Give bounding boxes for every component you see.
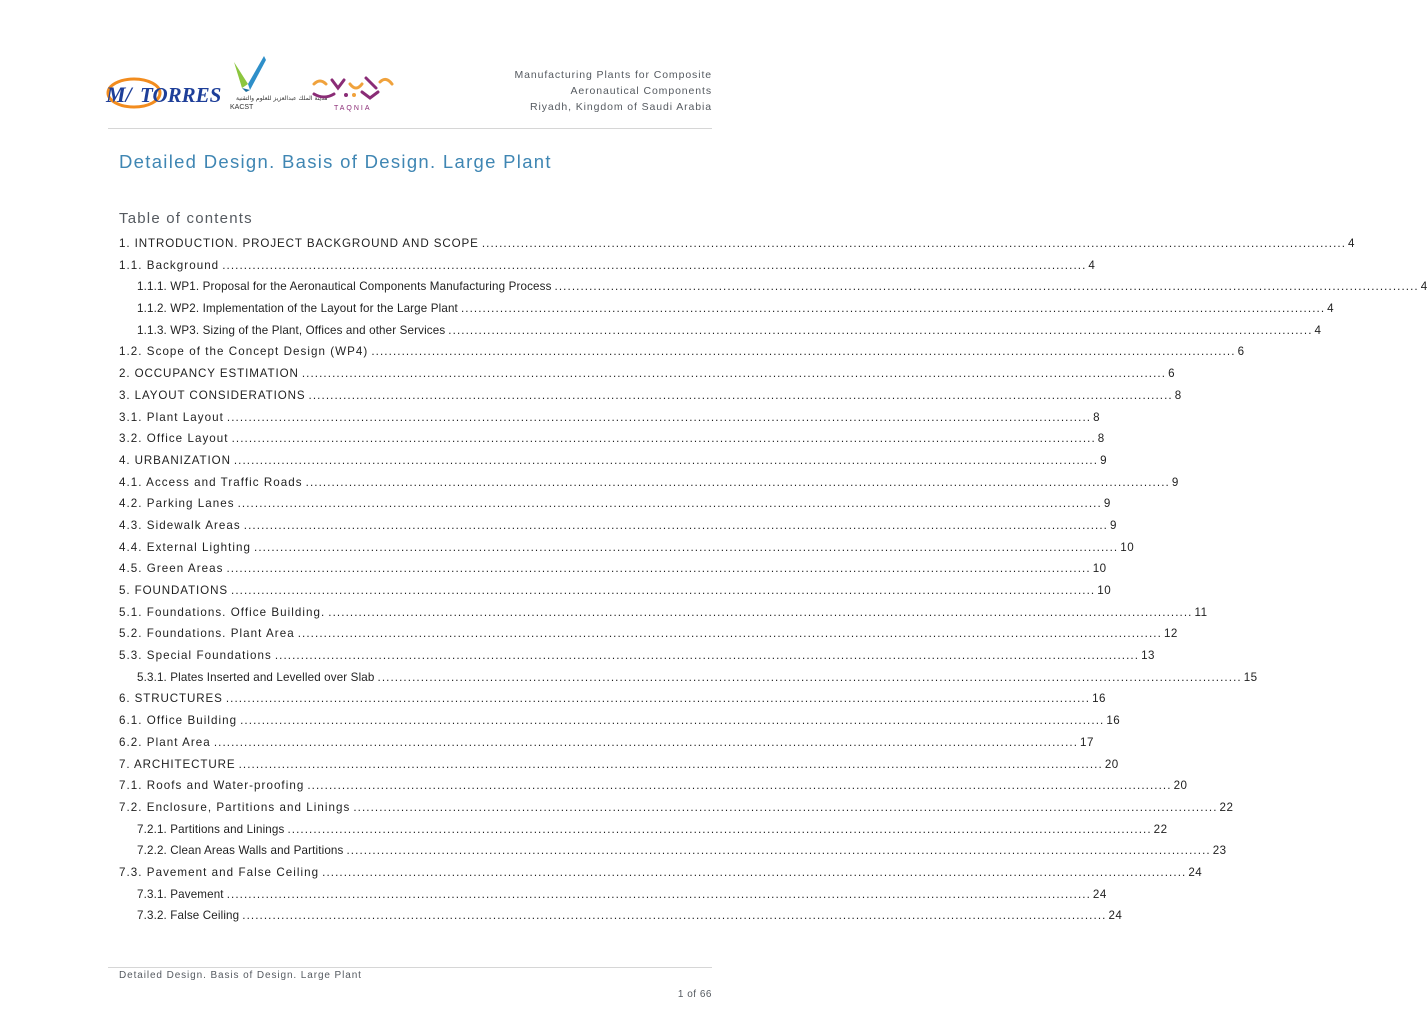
taqnia-logo-text: TAQNIA — [334, 105, 372, 112]
toc-entry-label[interactable]: 5.3.1. Plates Inserted and Levelled over Slab — [137, 670, 375, 684]
toc-leader-dots — [214, 732, 1078, 754]
toc-entry-page[interactable]: 9 — [1100, 453, 1108, 467]
toc-entry-page[interactable]: 24 — [1108, 909, 1123, 923]
svg-text:M/: M/ — [106, 82, 132, 107]
toc-entry-label[interactable]: 1.1. Background — [119, 258, 220, 272]
toc-leader-dots — [298, 623, 1162, 645]
toc-leader-dots — [302, 363, 1166, 385]
toc-leader-dots — [287, 819, 1151, 841]
toc-entry-label[interactable]: 7.3.2. False Ceiling — [137, 909, 240, 923]
toc-entry-label[interactable]: 4.5. Green Areas — [119, 562, 224, 576]
toc-entry[interactable] — [119, 320, 1322, 342]
toc-leader-dots — [226, 558, 1090, 580]
mtorres-logo — [104, 72, 228, 114]
toc-entry[interactable] — [119, 450, 1108, 472]
toc-entry-label[interactable]: 3.1. Plant Layout — [119, 410, 224, 424]
toc-leader-dots — [275, 645, 1139, 667]
toc-leader-dots — [353, 797, 1217, 819]
toc-entry[interactable] — [119, 819, 1168, 841]
toc-entry[interactable] — [119, 840, 1227, 862]
toc-leader-dots — [238, 493, 1102, 515]
toc-entry-page[interactable]: 9 — [1110, 518, 1117, 532]
table-of-contents — [119, 233, 1428, 927]
toc-entry-label[interactable]: 7.2.2. Clean Areas Walls and Partitions — [137, 844, 344, 858]
toc-heading: Table of contents — [119, 210, 253, 227]
toc-entry[interactable] — [119, 905, 1123, 927]
toc-entry-label[interactable]: 5.3. Special Foundations — [119, 649, 272, 663]
kacst-logo — [228, 54, 328, 112]
toc-entry-page[interactable]: 22 — [1153, 822, 1168, 836]
toc-entry[interactable] — [119, 754, 1119, 776]
project-line-2: Aeronautical Components — [570, 85, 712, 97]
toc-entry-page[interactable]: 17 — [1080, 735, 1094, 749]
toc-entry[interactable] — [119, 233, 1355, 255]
toc-entry-page[interactable]: 8 — [1093, 410, 1101, 424]
toc-leader-dots — [378, 667, 1242, 689]
toc-entry-label[interactable]: 1.2. Scope of the Concept Design (WP4) — [119, 345, 369, 359]
toc-entry-page[interactable]: 10 — [1092, 562, 1107, 576]
logos-group — [100, 50, 420, 120]
toc-entry-label[interactable]: 2. OCCUPANCY ESTIMATION — [119, 367, 299, 381]
toc-leader-dots — [346, 840, 1210, 862]
toc-leader-dots — [240, 710, 1104, 732]
document-title: Detailed Design. Basis of Design. Large Plant — [119, 151, 552, 172]
toc-entry-page[interactable]: 8 — [1174, 388, 1182, 402]
toc-entry-label[interactable]: 7.3. Pavement and False Ceiling — [119, 865, 320, 879]
toc-leader-dots — [322, 862, 1186, 884]
toc-entry-label[interactable]: 7.3.1. Pavement — [137, 887, 224, 901]
toc-entry-page[interactable]: 4 — [1420, 280, 1428, 294]
toc-entry-label[interactable]: 6.1. Office Building — [119, 714, 238, 728]
toc-entry[interactable] — [119, 797, 1234, 819]
header-divider — [108, 128, 712, 129]
toc-entry-label[interactable]: 5.2. Foundations. Plant Area — [119, 627, 295, 641]
toc-entry-label[interactable]: 7.2. Enclosure, Partitions and Linings — [119, 800, 351, 814]
toc-entry-page[interactable]: 6 — [1237, 345, 1245, 359]
page-indicator: 1 of 66 — [677, 989, 712, 1000]
header-project-info — [514, 67, 712, 115]
toc-entry-page[interactable]: 10 — [1120, 540, 1135, 554]
toc-entry[interactable] — [119, 363, 1176, 385]
toc-entry-page[interactable]: 4 — [1348, 237, 1355, 250]
toc-entry-page[interactable]: 6 — [1168, 367, 1176, 381]
toc-entry-page[interactable]: 4 — [1088, 258, 1096, 272]
toc-entry-page[interactable]: 12 — [1163, 627, 1178, 641]
toc-leader-dots — [222, 255, 1086, 277]
toc-entry[interactable] — [119, 515, 1117, 537]
toc-entry[interactable] — [119, 407, 1101, 429]
toc-leader-dots — [309, 385, 1173, 407]
toc-entry-page[interactable]: 20 — [1173, 779, 1188, 793]
toc-entry-label[interactable]: 4.4. External Lighting — [119, 540, 252, 554]
toc-entry[interactable] — [119, 602, 1208, 624]
torres-logo-text: TORRES — [140, 83, 222, 107]
toc-entry-page[interactable]: 23 — [1212, 844, 1227, 858]
toc-entry-label[interactable]: 6.2. Plant Area — [119, 735, 211, 749]
toc-entry-label[interactable]: 5.1. Foundations. Office Building. — [119, 605, 326, 619]
footer-divider — [108, 967, 712, 968]
toc-entry-label[interactable]: 4.2. Parking Lanes — [119, 497, 235, 511]
toc-leader-dots — [242, 905, 1106, 927]
toc-entry-label[interactable]: 7. ARCHITECTURE — [119, 757, 236, 771]
toc-leader-dots — [482, 233, 1346, 255]
toc-entry-page[interactable]: 15 — [1243, 670, 1258, 684]
toc-leader-dots — [227, 884, 1091, 906]
toc-leader-dots — [227, 407, 1091, 429]
toc-entry[interactable] — [119, 428, 1105, 450]
toc-entry-page[interactable]: 24 — [1188, 865, 1203, 879]
toc-leader-dots — [461, 298, 1325, 320]
toc-entry[interactable] — [119, 341, 1245, 363]
toc-leader-dots — [307, 775, 1171, 797]
toc-entry-label[interactable]: 7.1. Roofs and Water-proofing — [119, 779, 305, 793]
toc-entry-page[interactable]: 10 — [1097, 584, 1112, 597]
toc-entry[interactable] — [119, 472, 1179, 494]
kacst-logo-text: KACST — [230, 104, 254, 111]
toc-entry-label[interactable]: 6. STRUCTURES — [119, 692, 223, 706]
toc-entry-label[interactable]: 4. URBANIZATION — [119, 453, 231, 467]
toc-leader-dots — [244, 515, 1108, 537]
toc-entry-page[interactable]: 9 — [1171, 475, 1179, 489]
toc-leader-dots — [232, 428, 1096, 450]
toc-leader-dots — [306, 472, 1170, 494]
toc-entry-page[interactable]: 16 — [1092, 692, 1106, 706]
toc-leader-dots — [448, 320, 1312, 342]
toc-entry[interactable] — [119, 255, 1096, 277]
toc-entry-label[interactable]: 7.2.1. Partitions and Linings — [137, 822, 285, 836]
toc-entry-page[interactable]: 20 — [1104, 757, 1119, 771]
toc-entry[interactable] — [119, 645, 1155, 667]
toc-entry[interactable] — [119, 276, 1428, 298]
project-location: Riyadh, Kingdom of Saudi Arabia — [530, 101, 712, 113]
toc-entry-page[interactable]: 22 — [1219, 800, 1234, 814]
toc-entry-label[interactable]: 1.1.2. WP2. Implementation of the Layout for the Large Plant — [137, 302, 458, 316]
toc-entry-label[interactable]: 1.1.1. WP1. Proposal for the Aeronautical Components Manufacturing Process — [137, 280, 552, 294]
toc-entry[interactable] — [119, 884, 1107, 906]
toc-leader-dots — [328, 602, 1192, 624]
toc-leader-dots — [231, 580, 1095, 602]
toc-leader-dots — [239, 754, 1103, 776]
toc-entry-page[interactable]: 4 — [1327, 302, 1335, 316]
toc-entry[interactable] — [119, 623, 1178, 645]
toc-entry-label[interactable]: 3.2. Office Layout — [119, 432, 229, 446]
toc-leader-dots — [555, 276, 1419, 298]
toc-entry[interactable] — [119, 775, 1188, 797]
toc-entry-label[interactable]: 1. INTRODUCTION. PROJECT BACKGROUND AND SCOPE — [119, 237, 479, 250]
toc-entry-page[interactable]: 11 — [1194, 605, 1208, 619]
kacst-arabic-text: مدينة الملك عبدالعزيز للعلوم والتقنية — [236, 95, 328, 102]
toc-entry-label[interactable]: 4.3. Sidewalk Areas — [119, 518, 241, 532]
toc-entry[interactable] — [119, 710, 1121, 732]
toc-leader-dots — [254, 537, 1118, 559]
toc-entry[interactable] — [119, 667, 1258, 689]
toc-entry[interactable] — [119, 688, 1106, 710]
project-line-1: Manufacturing Plants for Composite — [514, 69, 712, 81]
toc-leader-dots — [371, 341, 1235, 363]
toc-entry[interactable] — [119, 493, 1111, 515]
toc-entry[interactable] — [119, 732, 1094, 754]
toc-entry[interactable] — [119, 385, 1182, 407]
toc-entry[interactable] — [119, 537, 1135, 559]
toc-entry-page[interactable]: 13 — [1141, 649, 1155, 663]
toc-entry[interactable] — [119, 862, 1203, 884]
toc-entry-label[interactable]: 4.1. Access and Traffic Roads — [119, 475, 303, 489]
taqnia-logo — [306, 70, 406, 114]
toc-entry[interactable] — [119, 558, 1107, 580]
toc-entry-page[interactable]: 8 — [1097, 432, 1105, 446]
toc-entry-page[interactable]: 9 — [1103, 497, 1111, 511]
toc-entry-label[interactable]: 3. LAYOUT CONSIDERATIONS — [119, 388, 306, 402]
toc-entry-page[interactable]: 4 — [1314, 323, 1322, 337]
toc-entry-page[interactable]: 24 — [1092, 887, 1107, 901]
toc-entry[interactable] — [119, 580, 1112, 602]
toc-entry-label[interactable]: 5. FOUNDATIONS — [119, 584, 229, 597]
toc-leader-dots — [234, 450, 1098, 472]
toc-entry[interactable] — [119, 298, 1335, 320]
toc-entry-page[interactable]: 16 — [1106, 714, 1121, 728]
toc-leader-dots — [226, 688, 1090, 710]
footer-document-title: Detailed Design. Basis of Design. Large Plant — [119, 970, 362, 981]
toc-entry-label[interactable]: 1.1.3. WP3. Sizing of the Plant, Offices and other Services — [137, 323, 446, 337]
